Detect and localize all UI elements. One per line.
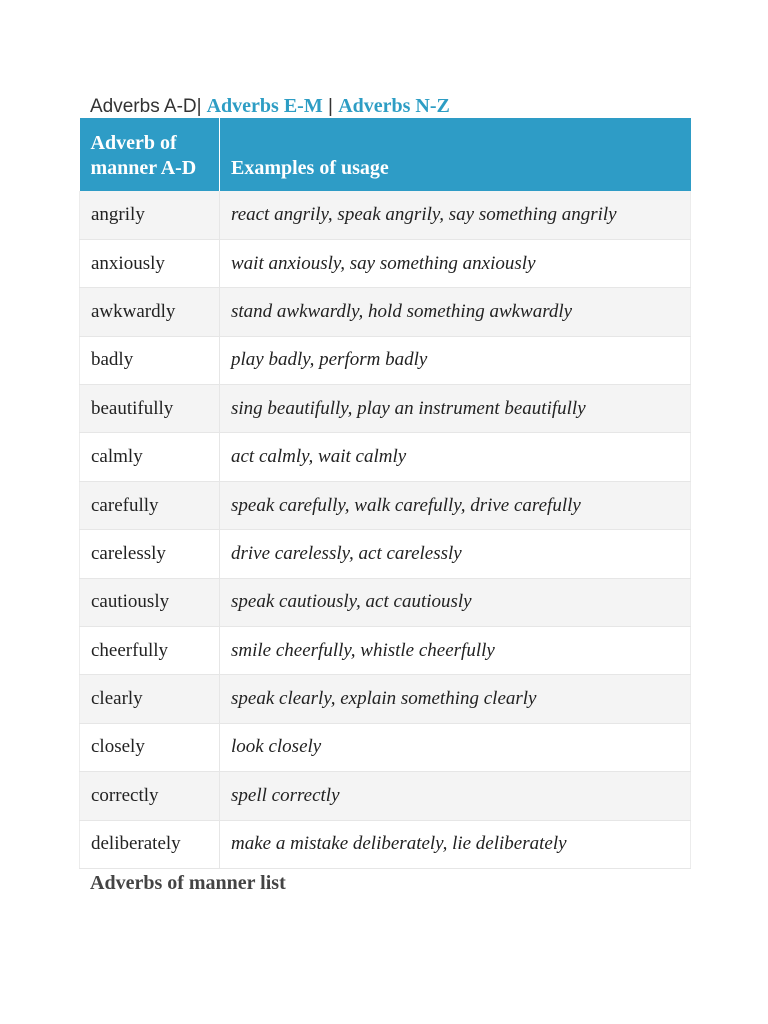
adverb-cell: clearly (80, 675, 220, 723)
adverb-nav (90, 92, 450, 120)
example-cell: sing beautifully, play an instrument beautifully (220, 385, 691, 433)
adverb-cell: correctly (80, 772, 220, 820)
adverb-cell: calmly (80, 433, 220, 481)
table-row (80, 578, 691, 626)
table-row (80, 772, 691, 820)
example-cell: act calmly, wait calmly (220, 433, 691, 481)
table-row (80, 481, 691, 529)
adverbs-table (79, 118, 691, 869)
adverb-cell: carefully (80, 481, 220, 529)
example-cell: speak cautiously, act cautiously (220, 578, 691, 626)
example-cell: wait anxiously, say something anxiously (220, 239, 691, 287)
nav-link-adverbs-n-z[interactable]: Adverbs N-Z (338, 95, 450, 117)
example-cell: play badly, perform badly (220, 336, 691, 384)
example-cell: smile cheerfully, whistle cheerfully (220, 627, 691, 675)
adverb-cell: closely (80, 723, 220, 771)
example-cell: react angrily, speak angrily, say something angrily (220, 191, 691, 239)
table-row (80, 191, 691, 239)
adverb-cell: beautifully (80, 385, 220, 433)
table-row (80, 530, 691, 578)
table-row (80, 433, 691, 481)
adverb-cell: cheerfully (80, 627, 220, 675)
adverb-cell: anxiously (80, 239, 220, 287)
adverb-cell: awkwardly (80, 288, 220, 336)
nav-link-adverbs-e-m[interactable]: Adverbs E-M (206, 95, 323, 117)
table-body (80, 191, 691, 868)
nav-current-label: Adverbs A-D (90, 96, 197, 117)
example-cell: look closely (220, 723, 691, 771)
column-header-adverb: Adverb of manner A-D (90, 132, 197, 179)
adverb-cell: angrily (80, 191, 220, 239)
table-row (80, 288, 691, 336)
example-cell: spell correctly (220, 772, 691, 820)
table-row (80, 239, 691, 287)
example-cell: drive carelessly, act carelessly (220, 530, 691, 578)
example-cell: stand awkwardly, hold something awkwardly (220, 288, 691, 336)
table-row (80, 336, 691, 384)
table-header-row (80, 118, 691, 191)
table-row (80, 385, 691, 433)
table-row (80, 820, 691, 868)
nav-separator: | (322, 96, 339, 117)
example-cell: speak carefully, walk carefully, drive carefully (220, 481, 691, 529)
adverb-cell: carelessly (80, 530, 220, 578)
table-row (80, 723, 691, 771)
table-row (80, 627, 691, 675)
list-caption: Adverbs of manner list (90, 872, 286, 894)
table-row (80, 675, 691, 723)
column-header-examples: Examples of usage (220, 118, 691, 191)
example-cell: speak clearly, explain something clearly (220, 675, 691, 723)
adverb-cell: cautiously (80, 578, 220, 626)
table-header (80, 118, 691, 191)
adverb-cell: badly (80, 336, 220, 384)
example-cell: make a mistake deliberately, lie deliberately (220, 820, 691, 868)
adverb-cell: deliberately (80, 820, 220, 868)
nav-separator: | (196, 96, 202, 117)
